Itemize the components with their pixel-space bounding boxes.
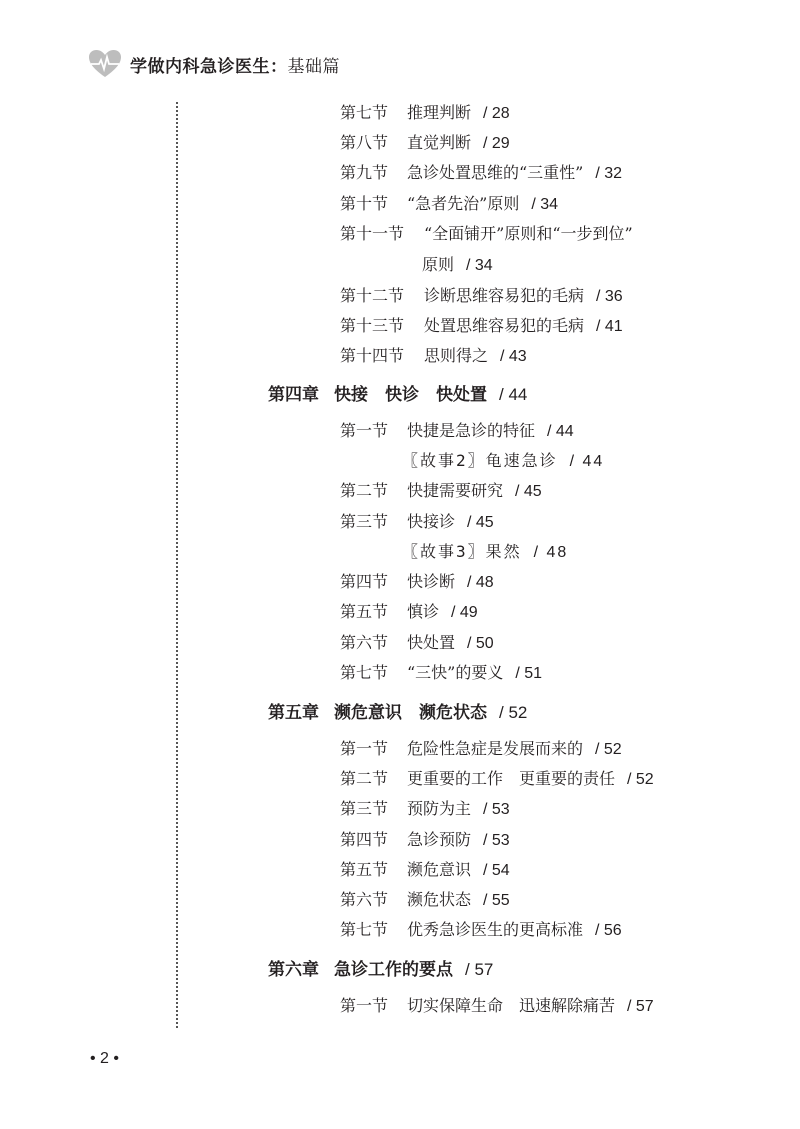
entry-label: 第一节 [340, 421, 389, 440]
entry-page-number: / 36 [596, 288, 623, 305]
toc-section-entry [340, 163, 622, 184]
toc-section-entry [340, 481, 542, 502]
entry-label: 第一节 [340, 739, 389, 758]
entry-page-number: / 52 [499, 703, 528, 722]
toc-section-entry [422, 255, 493, 276]
entry-title: 更重要的工作 更重要的责任 [407, 769, 616, 788]
toc-section-entry [340, 316, 623, 337]
entry-title: 〖故事2〗龟速急诊 [402, 451, 558, 470]
entry-page-number: / 43 [500, 348, 527, 365]
entry-page-number: / 51 [515, 665, 543, 682]
entry-label: 第六节 [340, 890, 389, 909]
entry-title: “三快”的要义 [407, 663, 504, 682]
entry-page-number: / 44 [569, 453, 605, 470]
entry-title: 原则 [422, 255, 455, 274]
toc-section-entry [340, 830, 510, 851]
entry-title: 快接诊 [407, 512, 456, 531]
entry-label: 第二节 [340, 769, 389, 788]
toc-section-entry [340, 421, 574, 442]
entry-label: 第四章 [268, 385, 319, 405]
entry-title: 优秀急诊医生的更高标准 [407, 920, 584, 939]
entry-label: 第十二节 [340, 286, 405, 305]
entry-page-number: / 28 [483, 105, 510, 122]
entry-title: 思则得之 [424, 346, 489, 365]
entry-title: “急者先治”原则 [407, 194, 520, 213]
entry-title: 诊断思维容易犯的毛病 [424, 286, 585, 305]
entry-page-number: / 57 [627, 998, 654, 1015]
toc-section-entry [340, 133, 510, 154]
entry-title: 濒危状态 [407, 890, 472, 909]
toc-chapter-entry [268, 960, 493, 980]
entry-label: 第十节 [340, 194, 389, 213]
entry-title: 推理判断 [407, 103, 472, 122]
entry-title: 急诊处置思维的“三重性” [407, 163, 584, 182]
entry-title: 慎诊 [407, 602, 440, 621]
entry-label: 第十三节 [340, 316, 405, 335]
toc-section-entry [340, 194, 558, 215]
entry-page-number: / 34 [531, 196, 559, 213]
entry-title: 濒危意识 [407, 860, 472, 879]
entry-page-number: / 54 [483, 862, 510, 879]
toc-section-entry [340, 602, 478, 623]
entry-label: 第八节 [340, 133, 389, 152]
entry-label: 第七节 [340, 103, 389, 122]
entry-page-number: / 48 [533, 544, 569, 561]
entry-label: 第二节 [340, 481, 389, 500]
toc-section-entry [340, 512, 494, 533]
toc-section-entry [340, 663, 542, 684]
toc-section-entry [340, 286, 623, 307]
entry-title: 快捷需要研究 [407, 481, 504, 500]
toc-section-entry [340, 346, 527, 367]
entry-label: 第五章 [268, 703, 319, 723]
toc-section-entry [340, 860, 510, 881]
entry-title: 处置思维容易犯的毛病 [424, 316, 585, 335]
entry-label: 第四节 [340, 572, 389, 591]
toc-section-entry [340, 224, 633, 244]
toc-chapter-entry [268, 385, 527, 405]
entry-label: 第四节 [340, 830, 389, 849]
entry-title: 〖故事3〗果然 [402, 542, 522, 561]
entry-page-number: / 41 [596, 318, 623, 335]
entry-label: 第七节 [340, 920, 389, 939]
toc-section-entry [340, 633, 494, 654]
toc-section-entry [340, 769, 654, 790]
entry-page-number: / 44 [547, 423, 574, 440]
toc-section-entry [340, 890, 510, 911]
entry-title: 预防为主 [407, 799, 472, 818]
entry-page-number: / 56 [595, 922, 622, 939]
entry-page-number: / 53 [483, 832, 510, 849]
entry-label: 第一节 [340, 996, 389, 1015]
entry-title: “全面铺开”原则和“一步到位” [424, 224, 633, 243]
entry-page-number: / 55 [483, 892, 510, 909]
entry-label: 第五节 [340, 602, 389, 621]
entry-page-number: / 52 [627, 771, 654, 788]
toc-section-entry [340, 920, 622, 941]
toc-story-entry [402, 542, 568, 563]
entry-page-number: / 45 [467, 514, 494, 531]
entry-title: 濒危意识 濒危状态 [334, 703, 487, 723]
entry-title: 快诊断 [407, 572, 456, 591]
entry-page-number: / 48 [467, 574, 494, 591]
toc-section-entry [340, 739, 622, 760]
entry-page-number: / 49 [451, 604, 478, 621]
entry-page-number: / 44 [499, 385, 528, 404]
entry-page-number: / 29 [483, 135, 510, 152]
toc-section-entry [340, 996, 654, 1017]
entry-label: 第三节 [340, 799, 389, 818]
entry-page-number: / 34 [466, 257, 493, 274]
page-number: • 2 • [90, 1050, 119, 1067]
entry-title: 急诊工作的要点 [334, 960, 453, 980]
entry-label: 第十一节 [340, 224, 405, 243]
entry-label: 第十四节 [340, 346, 405, 365]
entry-label: 第六章 [268, 960, 319, 980]
entry-label: 第五节 [340, 860, 389, 879]
entry-page-number: / 52 [595, 741, 622, 758]
entry-page-number: / 53 [483, 801, 510, 818]
book-title: 学做内科急诊医生：基础篇 [130, 56, 340, 77]
entry-title: 快处置 [407, 633, 456, 652]
entry-page-number: / 32 [595, 165, 623, 182]
entry-title: 快捷是急诊的特征 [407, 421, 536, 440]
toc-section-entry [340, 799, 510, 820]
entry-page-number: / 57 [465, 960, 494, 979]
toc-story-entry [402, 451, 604, 472]
entry-label: 第六节 [340, 633, 389, 652]
entry-page-number: / 45 [515, 483, 542, 500]
entry-title: 危险性急症是发展而来的 [407, 739, 584, 758]
entry-title: 切实保障生命 迅速解除痛苦 [407, 996, 616, 1015]
entry-page-number: / 50 [467, 635, 494, 652]
toc-chapter-entry [268, 703, 527, 723]
entry-label: 第九节 [340, 163, 389, 182]
entry-title: 快接 快诊 快处置 [334, 385, 487, 405]
entry-label: 第三节 [340, 512, 389, 531]
toc-section-entry [340, 572, 494, 593]
entry-title: 直觉判断 [407, 133, 472, 152]
toc-section-entry [340, 103, 510, 124]
entry-label: 第七节 [340, 663, 389, 682]
entry-title: 急诊预防 [407, 830, 472, 849]
